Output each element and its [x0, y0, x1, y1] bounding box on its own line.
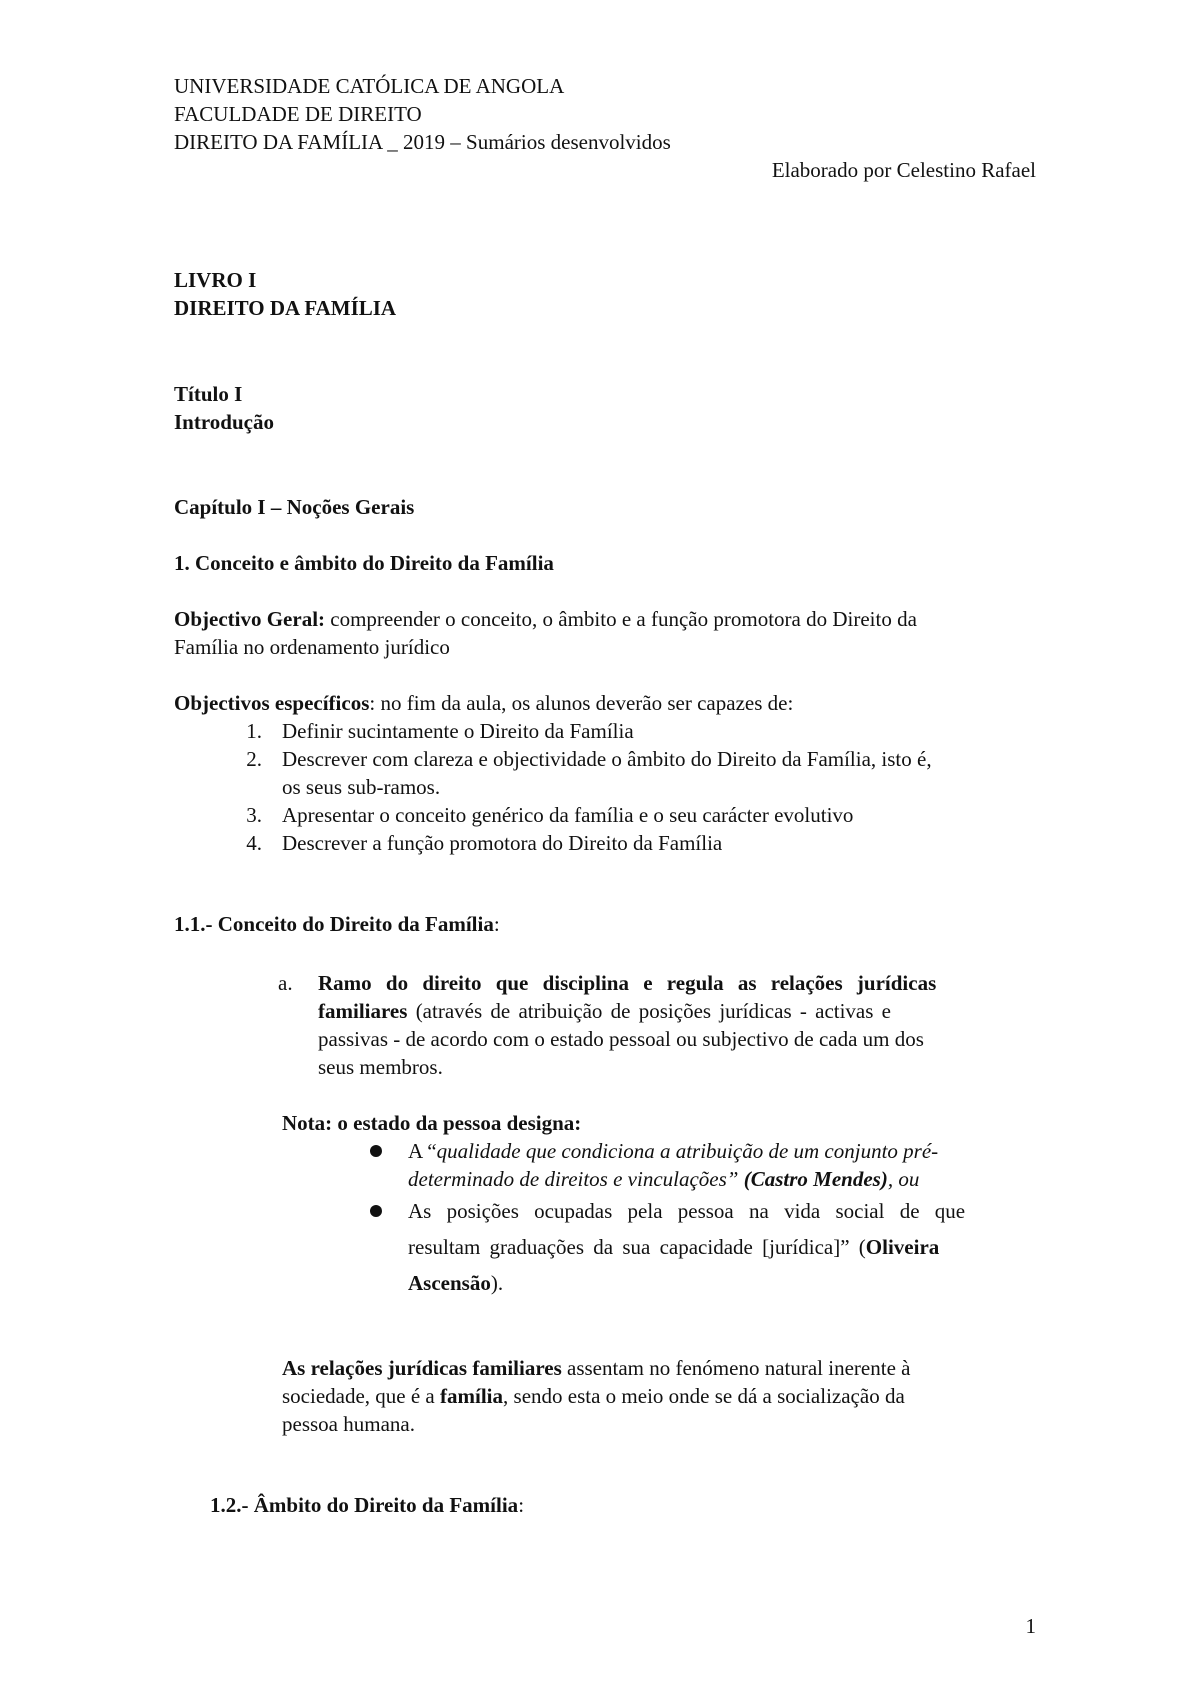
title-name: Introdução — [174, 410, 274, 434]
university-name: UNIVERSIDADE CATÓLICA DE ANGOLA — [174, 74, 565, 98]
page-number: 1 — [1025, 1614, 1036, 1638]
list-number: 2. — [246, 747, 262, 771]
book-heading — [174, 266, 396, 322]
title-label: Título I — [174, 382, 243, 406]
bullet-icon — [370, 1145, 382, 1157]
section-1-heading: 1. Conceito e âmbito do Direito da Família — [174, 551, 554, 575]
paragraph-line-1: assentam no fenómeno natural inerente à — [561, 1356, 911, 1380]
note-title: Nota: o estado da pessoa designa: — [282, 1111, 582, 1135]
specific-objectives-intro: : no fim da aula, os alunos deverão ser capazes de: — [369, 691, 794, 715]
definition-rest-2: (através de atribuição de posições jurídicas - activas e — [407, 999, 891, 1023]
section-1-1-heading — [174, 910, 500, 938]
objectives-list — [222, 717, 1036, 857]
list-text-cont: os seus sub-ramos. — [282, 775, 441, 799]
list-item — [222, 829, 1036, 857]
bullet-2-author-1: Oliveira — [865, 1235, 940, 1259]
faculty-name: FACULDADE DE DIREITO — [174, 102, 422, 126]
list-item — [222, 801, 1036, 829]
paragraph-bold-2: família — [440, 1384, 504, 1408]
list-number: 1. — [246, 719, 262, 743]
definition-item — [278, 969, 1036, 1081]
section-1-2-colon: : — [518, 1493, 525, 1517]
bullet-2-line-1: As posições ocupadas pela pessoa na vida social de que — [408, 1199, 966, 1223]
list-text: Apresentar o conceito genérico da família e o seu carácter evolutivo — [282, 803, 854, 827]
author-line: Elaborado por Celestino Rafael — [771, 158, 1036, 182]
general-objective-label: Objectivo Geral: — [174, 607, 326, 631]
book-title: DIREITO DA FAMÍLIA — [174, 296, 397, 320]
bullet-1-italic-1: qualidade que condiciona a atribuição de um conjunto pré- — [436, 1139, 939, 1163]
chapter-heading: Capítulo I – Noções Gerais — [174, 495, 415, 519]
bullet-1-prefix: A “ — [408, 1139, 437, 1163]
document-header — [174, 72, 1036, 184]
definition-marker: a. — [278, 971, 293, 995]
list-text: Descrever com clareza e objectividade o âmbito do Direito da Família, isto é, — [282, 747, 932, 771]
definition-line-3: passivas - de acordo com o estado pessoal ou subjectivo de cada um dos — [318, 1027, 924, 1051]
section-1-2-heading — [210, 1491, 524, 1519]
list-item — [222, 717, 1036, 745]
paragraph-line-3: pessoa humana. — [282, 1412, 415, 1436]
paragraph-bold-1: As relações jurídicas familiares — [282, 1356, 562, 1380]
section-1-1-colon: : — [493, 912, 500, 936]
general-objective — [174, 605, 1036, 661]
bullet-1-author: (Castro Mendes) — [738, 1167, 888, 1191]
title-heading — [174, 380, 274, 436]
section-1-1-title: 1.1.- Conceito do Direito da Família — [174, 912, 494, 936]
bullet-icon — [370, 1205, 382, 1217]
note-bullet-1 — [372, 1137, 1036, 1193]
bullet-1-suffix: , ou — [887, 1167, 920, 1191]
list-text: Descrever a função promotora do Direito da Família — [282, 831, 723, 855]
bullet-2-line-2: resultam graduações da sua capacidade [jurídica]” ( — [408, 1235, 866, 1259]
general-objective-text-2: Família no ordenamento jurídico — [174, 635, 450, 659]
bullet-1-italic-2: determinado de direitos e vinculações” — [408, 1167, 739, 1191]
bullet-2-author-2: Ascensão — [408, 1271, 491, 1295]
definition-bold-2: familiares — [318, 999, 408, 1023]
family-relations-paragraph — [282, 1354, 1036, 1438]
paragraph-line-2-pre: sociedade, que é a — [282, 1384, 441, 1408]
list-item — [222, 745, 1036, 801]
list-number: 4. — [246, 831, 262, 855]
specific-objectives — [174, 689, 1036, 717]
specific-objectives-label: Objectivos específicos — [174, 691, 370, 715]
section-1-2-title: 1.2.- Âmbito do Direito da Família — [210, 1493, 519, 1517]
list-number: 3. — [246, 803, 262, 827]
course-title: DIREITO DA FAMÍLIA _ 2019 – Sumários desenvolvidos — [174, 130, 671, 154]
paragraph-line-2-post: , sendo esta o meio onde se dá a socialização da — [503, 1384, 905, 1408]
general-objective-text-1: compreender o conceito, o âmbito e a função promotora do Direito da — [325, 607, 917, 631]
definition-bold-1: Ramo do direito que disciplina e regula as relações jurídicas — [318, 971, 937, 995]
bullet-2-end: ). — [490, 1271, 504, 1295]
note-bullet-2 — [372, 1193, 1036, 1301]
definition-line-4: seus membros. — [318, 1055, 443, 1079]
list-text: Definir sucintamente o Direito da Família — [282, 719, 634, 743]
book-label: LIVRO I — [174, 268, 257, 292]
